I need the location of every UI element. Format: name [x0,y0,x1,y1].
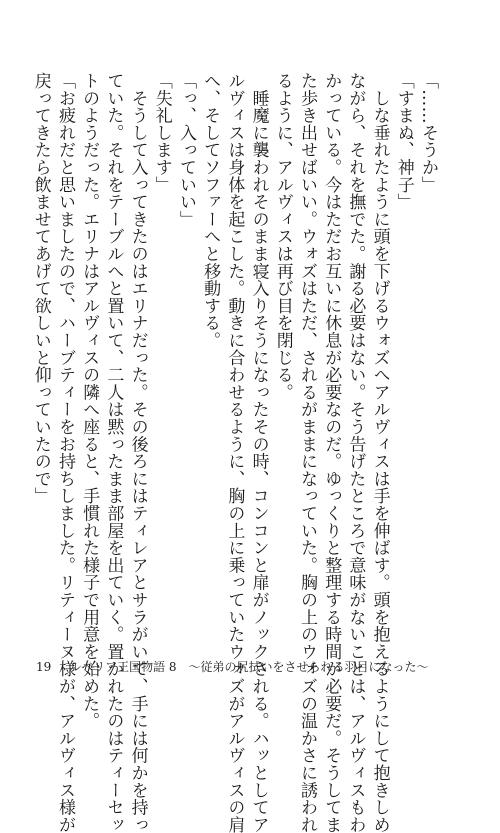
text-line: 戻ってきたら飲ませてあげて欲しいと仰っていたので」 [30,72,51,505]
text-line: ていた。それをテーブルへと置いて、二人は黙ったまま部屋を出ていく。置かれたのはティーセッ [103,72,124,833]
text-line: そうして入ってきたのはエリナだった。その後ろにはティレアとサラがいて、手には何かを持っ [127,72,148,833]
text-line: 「っ、入っていい」 [175,72,196,228]
running-title: ルベリア王国物語 8 ～従弟の尻拭いをさせられる羽目になった～ [69,660,429,674]
text-line: るように、アルヴィスは再び目を閉じる。 [272,72,293,401]
text-line: た歩き出せばいい。ウォズはただ、されるがままになっていた。胸の上のウォズの温かさに誘われ [296,72,317,833]
text-line: 「お疲れだと思いましたので、ハーブティーをお持ちしました。リティーヌ様が、アルヴィス様が [54,72,75,833]
text-line: へ、そしてソファーへと移動する。 [200,72,221,349]
text-line: かっている。今はただお互いに休息が必要なのだ。ゆっくりと整理する時間が必要だ。そうしてま [321,72,342,833]
text-line: 「失礼します」 [151,72,172,194]
text-line: ルヴィスは身体を起こした。動きに合わせるように、胸の上に乗っていたウォズがアルヴィスの肩 [224,72,245,833]
text-line: 睡魔に襲われそのまま寝入りそうになったその時、コンコンと扉がノックされる。ハッとしてア [248,72,269,833]
text-line: 「……そうか」 [418,72,438,194]
page-footer [36,659,429,675]
text-line: トのようだった。エリナはアルヴィスの隣へ座ると、手慣れた様子で用意を始めた。 [79,72,100,730]
text-line: ながら、それを撫でた。謝る必要はない。そう告げたところで意味がないことは、アルヴィスもわ [345,72,366,833]
text-line: しな垂れたように頭を下げるウォズへアルヴィスは手を伸ばす。頭を抱えるようにして抱きしめ [369,72,390,833]
page-number: 19 [36,660,52,674]
text-line: 「すまぬ、神子」 [393,72,414,211]
